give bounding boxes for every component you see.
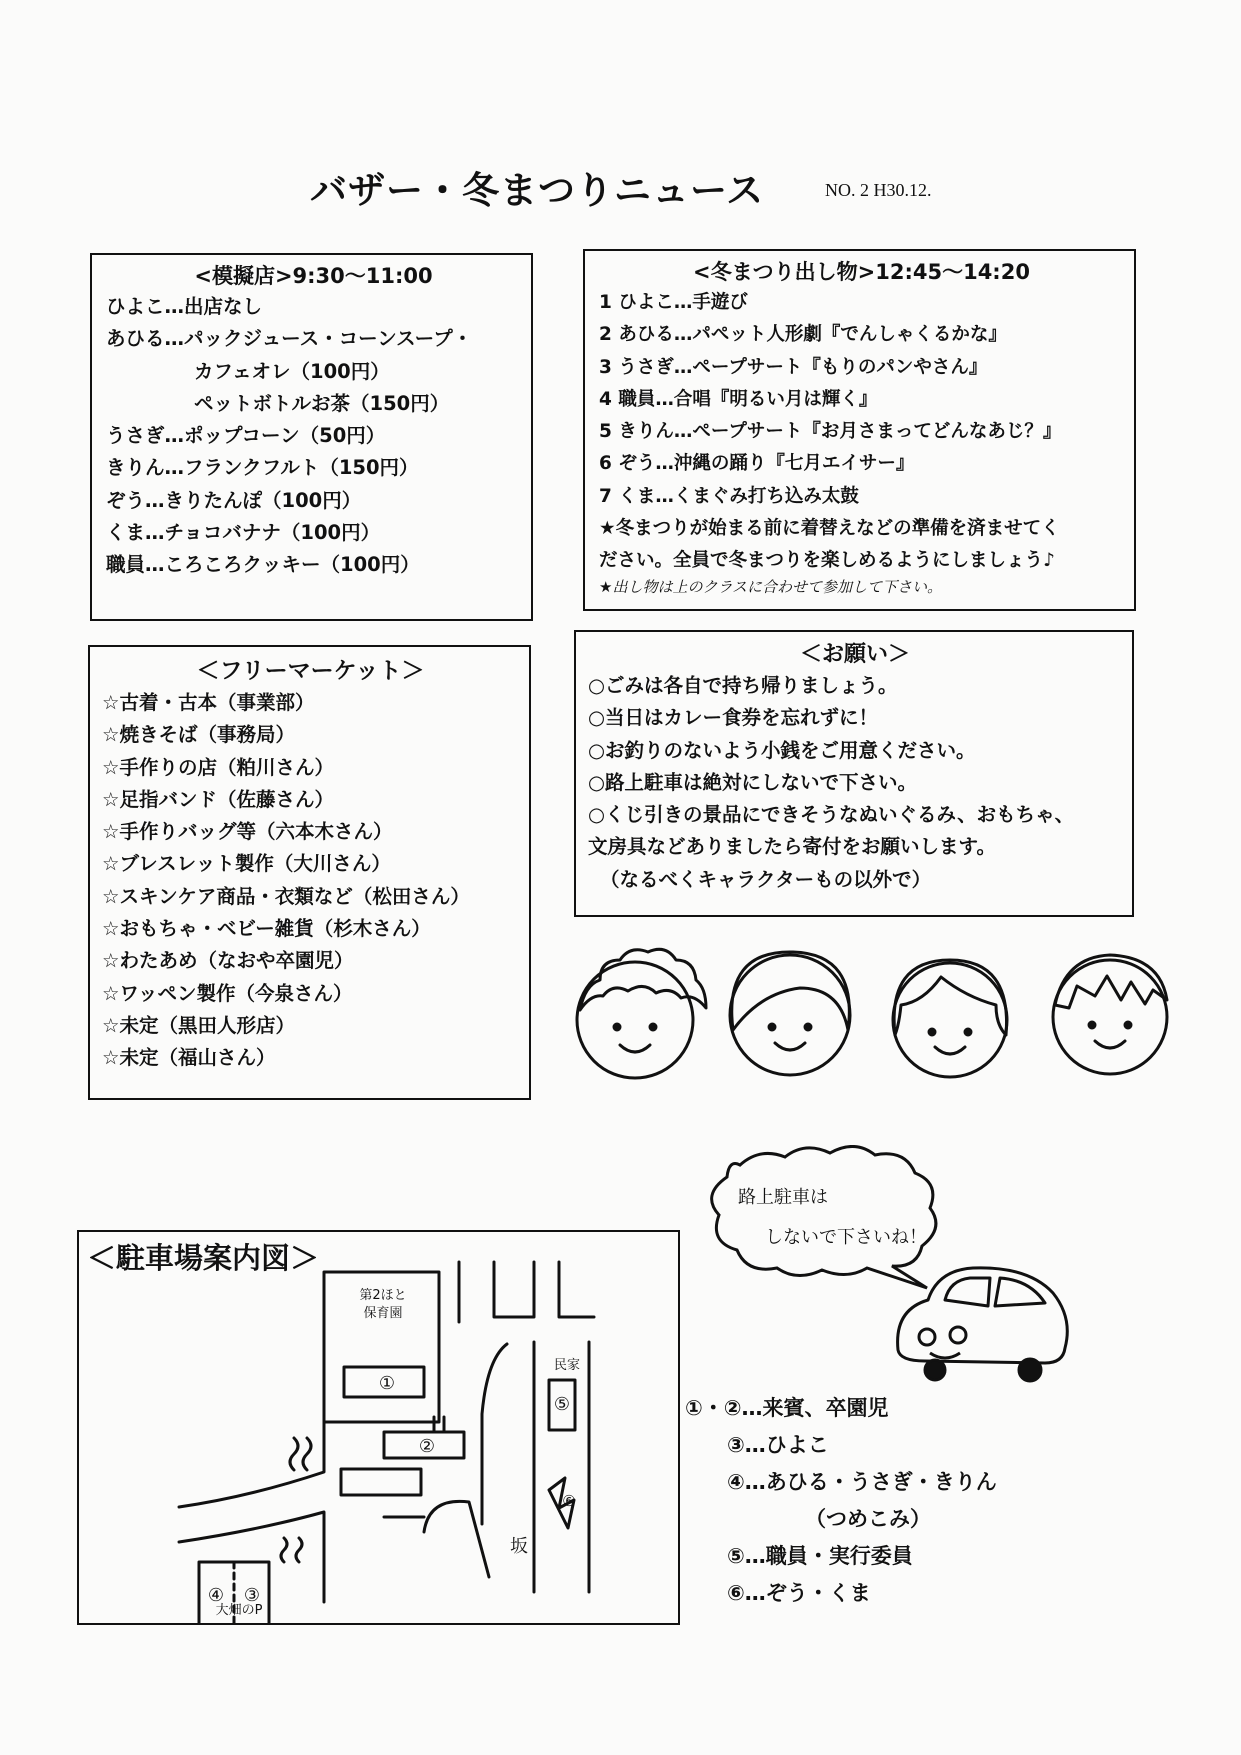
list-item: ☆おもちゃ・ベビー雑貨（杉木さん） xyxy=(102,917,431,941)
note-line: ださい。全員で冬まつりを楽しめるようにしましょう♪ xyxy=(599,550,1055,572)
list-item: ペットボトルお茶（150円） xyxy=(194,391,450,415)
legend-item: ①・②…来賓、卒園児 xyxy=(685,1396,889,1420)
spiky-hair-face-icon xyxy=(1053,955,1167,1074)
requests-box xyxy=(574,630,1134,917)
parking-map xyxy=(77,1230,680,1625)
list-item: ☆足指バンド（佐藤さん） xyxy=(102,787,334,811)
lot-1-mark: ① xyxy=(378,1373,396,1394)
list-item: ☆手作りバッグ等（六本木さん） xyxy=(102,820,393,844)
flea-market-heading: ＜フリーマーケット＞ xyxy=(196,658,425,684)
bob-hair-face-icon xyxy=(730,952,850,1075)
stalls-heading: <模擬店>9:30～11:00 xyxy=(194,264,433,288)
list-item: ○お釣りのないよう小銭をご用意ください。 xyxy=(588,738,976,762)
list-item: 7 くま…くまぐみ打ち込み太鼓 xyxy=(599,485,859,507)
house-label: 民家 xyxy=(553,1358,580,1373)
list-item: ☆ブレスレット製作（大川さん） xyxy=(102,852,391,876)
field-parking-label: 大畑のP xyxy=(215,1603,263,1618)
list-item: くま…チョコバナナ（100円） xyxy=(106,521,381,545)
list-item: ☆手作りの店（粕川さん） xyxy=(102,755,334,779)
car-icon xyxy=(890,1265,1075,1390)
list-item: 4 職員…合唱『明るい月は輝く』 xyxy=(599,388,878,410)
list-item: あひる…パックジュース・コーンスープ・ xyxy=(106,327,473,351)
map-title: ＜駐車場案内図＞ xyxy=(87,1241,320,1275)
legend-item: ⑤…職員・実行委員 xyxy=(727,1544,913,1568)
list-item: ☆ワッペン製作（今泉さん） xyxy=(102,981,353,1005)
list-item: ☆わたあめ（なおや卒園児） xyxy=(102,949,354,973)
list-item: ○当日はカレー食券を忘れずに！ xyxy=(588,706,879,730)
legend-item: ④…あひる・うさぎ・きりん xyxy=(727,1470,997,1494)
lot-3-mark: ③ xyxy=(243,1585,261,1606)
list-item: ぞう…きりたんぽ（100円） xyxy=(106,488,362,512)
note-line: ★冬まつりが始まる前に着替えなどの準備を済ませてく xyxy=(599,518,1060,540)
list-item: ☆未定（黒田人形店） xyxy=(102,1013,295,1037)
lot-6-mark: ⑥ xyxy=(562,1492,576,1510)
curly-hair-face-icon xyxy=(577,949,706,1078)
list-item: 職員…ころころクッキー（100円） xyxy=(106,553,420,577)
handwritten-note: ★出し物は上のクラスに合わせて参加して下さい。 xyxy=(599,577,942,596)
slope-label: 坂 xyxy=(510,1536,528,1557)
legend-item: （つめこみ） xyxy=(805,1507,931,1531)
list-item: ☆焼きそば（事務局） xyxy=(102,723,295,747)
lot-4-mark: ④ xyxy=(207,1585,225,1606)
list-item: 文房具などありましたら寄付をお願いします。 xyxy=(588,835,996,859)
list-item: カフェオレ（100円） xyxy=(194,359,390,383)
list-item: ひよこ…出店なし xyxy=(106,295,263,318)
list-item: きりん…フランクフルト（150円） xyxy=(106,456,419,480)
legend-item: ③…ひよこ xyxy=(727,1433,829,1457)
speech-bubble-line-1: 路上駐車は xyxy=(738,1187,828,1208)
list-item: ☆古着・古本（事業部） xyxy=(102,691,315,714)
list-item: ○くじ引きの景品にできそうなぬいぐるみ、おもちゃ、 xyxy=(588,803,1075,827)
list-item: ☆スキンケア商品・衣類など（松田さん） xyxy=(102,884,470,908)
list-item: ○ごみは各自で持ち帰りましょう。 xyxy=(588,674,898,697)
children-faces-illustration xyxy=(555,935,1205,1085)
lot-5-mark: ⑤ xyxy=(553,1394,571,1415)
nursery-label-1: 第2ほと xyxy=(359,1288,407,1303)
list-item: 6 ぞう…沖縄の踊り『七月エイサー』 xyxy=(599,453,915,475)
list-item: 5 きりん…ペープサート『お月さまってどんなあじ？』 xyxy=(599,421,1062,443)
list-item: うさぎ…ポップコーン（50円） xyxy=(106,424,386,448)
performances-box xyxy=(583,249,1136,611)
lot-2-mark: ② xyxy=(418,1436,436,1457)
list-item: （なるべくキャラクターもの以外で） xyxy=(600,867,932,891)
speech-bubble-line-2: しないで下さいね！ xyxy=(765,1227,927,1248)
stalls-box xyxy=(90,253,533,621)
issue-number: NO. 2 H30.12. xyxy=(825,180,932,200)
short-hair-face-icon xyxy=(893,960,1007,1077)
performances-heading: <冬まつり出し物>12:45～14:20 xyxy=(693,260,1030,284)
list-item: 3 うさぎ…ペープサート『もりのパンやさん』 xyxy=(599,356,988,378)
list-item: 1 ひよこ…手遊び xyxy=(599,292,748,313)
list-item: 2 あひる…パペット人形劇『でんしゃくるかな』 xyxy=(599,324,1007,346)
legend-item: ⑥…ぞう・くま xyxy=(727,1581,871,1605)
list-item: ○路上駐車は絶対にしないで下さい。 xyxy=(588,770,918,794)
page-title: バザー・冬まつりニュース xyxy=(310,169,765,212)
nursery-label-2: 保育園 xyxy=(363,1306,403,1321)
flea-market-box xyxy=(88,645,531,1100)
requests-heading: ＜お願い＞ xyxy=(799,642,910,667)
parking-legend xyxy=(685,1390,997,1612)
list-item: ☆未定（福山さん） xyxy=(102,1046,276,1070)
